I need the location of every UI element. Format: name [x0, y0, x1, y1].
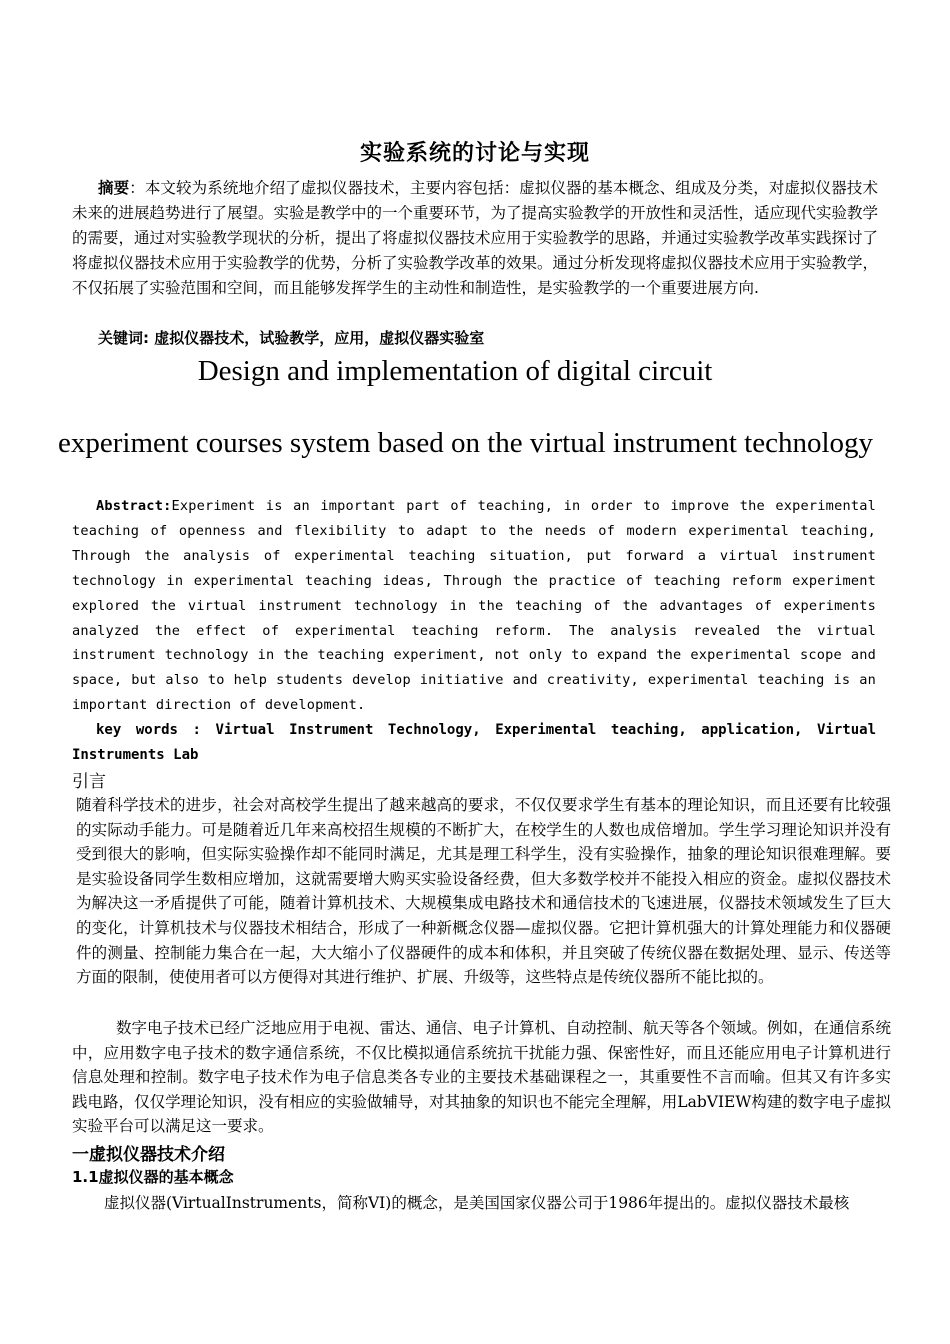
abstract-english — [72, 494, 876, 718]
english-title-line-2: experiment courses system based on the virtual instrument technology — [58, 427, 874, 459]
abstract-en-label: Abstract: — [96, 498, 172, 514]
abstract-cn-label: 摘要 — [98, 179, 130, 197]
abstract-en-text: Experiment is an important part of teaching, in order to improve the experimental teaching of openness and flexibility to adapt to the needs of modern experimental teaching, Through the analysis of experimental teaching situation, put forward a virtual instrument technology in experimental teaching ideas, Through the practice of teaching reform experiment explored the virtual instrument technology in the teaching of the advantages of experiments analyzed the effect of experimental teaching reform. The analysis revealed the virtual instrument technology in the teaching experiment, not only to expand the experimental scope and space, but also to help students develop initiative and creativity, experimental teaching is an important direction of development. — [72, 498, 876, 714]
keywords-chinese: 关键词: 虚拟仪器技术，试验教学，应用，虚拟仪器实验室 — [98, 329, 485, 347]
abstract-cn-separator: ： — [129, 179, 145, 197]
page-title: 实验系统的讨论与实现 — [359, 141, 590, 166]
intro-paragraph-1: 随着科学技术的进步，社会对高校学生提出了越来越高的要求，不仅仅要求学生有基本的理论知识，而且还要有比较强的实际动手能力。可是随着近几年来高校招生规模的不断扩大，在校学生的人数也成倍增加。学生学习理论知识并没有受到很大的影响，但实际实验操作却不能同时满足，尤其是理工科学生，没有实验操作，抽象的理论知识很难理解。要是实验设备同学生数相应增加，这就需要增大购买实验设备经费，但大多数学校并不能投入相应的资金。虚拟仪器技术为解决这一矛盾提供了可能，随着计算机技术、大规模集成电路技术和通信技术的飞速进展，仪器技术领域发生了巨大的变化，计算机技术与仪器技术相结合，形成了一种新概念仪器—虚拟仪器。它把计算机强大的计算处理能力和仪器硬件的测量、控制能力集合在一起，大大缩小了仪器硬件的成本和体积，并且突破了传统仪器在数据处理、显示、传送等方面的限制，使使用者可以方便得对其进行维护、扩展、升级等，这些特点是传统仪器所不能比拟的。 — [76, 796, 891, 987]
keywords-english — [72, 718, 876, 768]
abstract-cn-text: 本文较为系统地介绍了虚拟仪器技术，主要内容包括：虚拟仪器的基本概念、组成及分类，对虚拟仪器技术未来的进展趋势进行了展望。实验是教学中的一个重要环节，为了提高实验教学的开放性和灵活性，适应现代实验教学的需要，通过对实验教学现状的分析，提出了将虚拟仪器技术应用于实验教学的思路，并通过实验教学改革实践探讨了将虚拟仪器技术应用于实验教学的优势，分析了实验教学改革的效果。通过分析发现将虚拟仪器技术应用于实验教学，不仅拓展了实验范围和空间，而且能够发挥学生的主动性和制造性，是实验教学的一个重要进展方向. — [72, 179, 879, 297]
keywords-en-text: Virtual Instrument Technology, Experimental teaching, application, Virtual Instruments Lab — [72, 722, 876, 763]
english-title-line-1: Design and implementation of digital circuit — [197, 355, 713, 387]
intro-heading: 引言 — [72, 772, 106, 792]
keywords-en-label: key words : — [96, 722, 201, 738]
intro-paragraph-2: 数字电子技术已经广泛地应用于电视、雷达、通信、电子计算机、自动控制、航天等各个领域。例如，在通信系统中，应用数字电子技术的数字通信系统，不仅比模拟通信系统抗干扰能力强、保密性好，而且还能应用电子计算机进行信息处理和控制。数字电子技术作为电子信息类各专业的主要技术基础课程之一，其重要性不言而喻。但其又有许多实践电路，仅仅学理论知识，没有相应的实验做辅导，对其抽象的知识也不能完全理解，用LabVIEW构建的数字电子虚拟实验平台可以满足这一要求。 — [72, 1019, 892, 1136]
section-1-1-heading: 1.1虚拟仪器的基本概念 — [72, 1168, 234, 1186]
section-1-1-text: 虚拟仪器(VirtualInstruments，简称VI)的概念，是美国国家仪器公司于1986年提出的。虚拟仪器技术最核 — [104, 1194, 850, 1212]
section-1-heading: 一虚拟仪器技术介绍 — [72, 1145, 225, 1165]
abstract-chinese — [72, 176, 878, 301]
